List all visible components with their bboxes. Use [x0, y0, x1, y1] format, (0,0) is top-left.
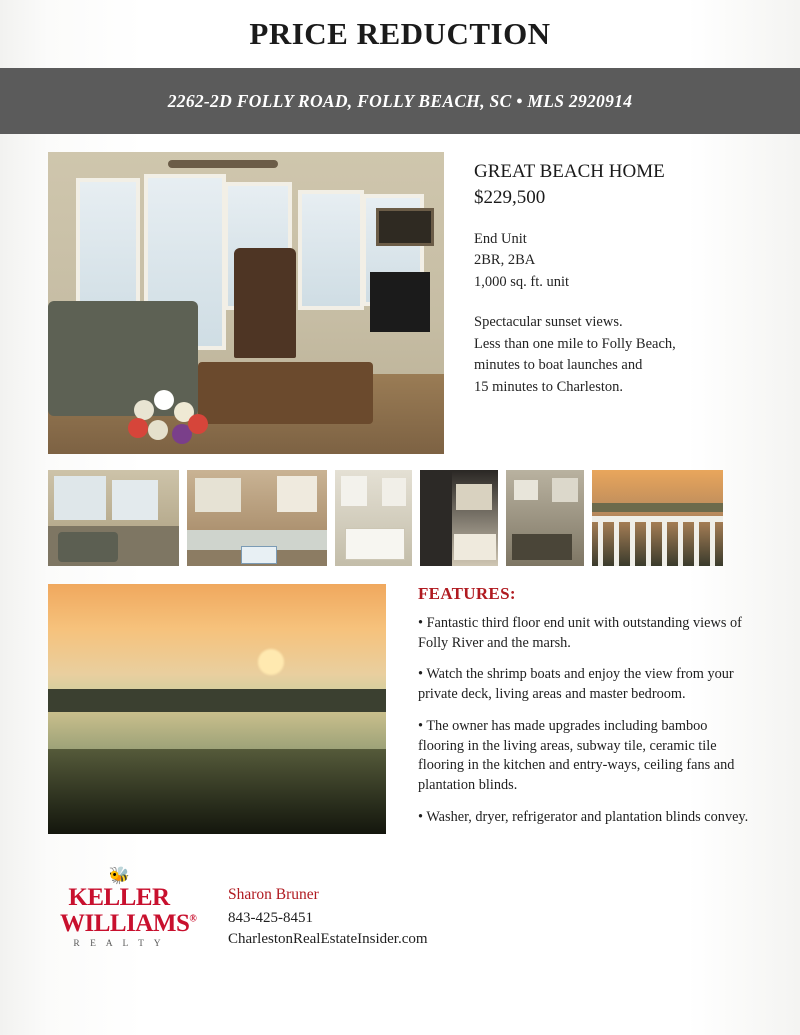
thumbnail-bedroom[interactable] [335, 470, 412, 566]
thumbnail-kitchen[interactable] [187, 470, 327, 566]
flower-bouquet [126, 384, 212, 448]
hero-row [0, 134, 800, 454]
agent-name: Sharon Bruner [228, 886, 319, 904]
address-line: 2262-2D FOLLY ROAD, FOLLY BEACH, SC • MLS 2920914 [167, 90, 633, 111]
listing-price: $229,500 [474, 187, 546, 209]
listing-specs [474, 229, 754, 294]
spec-item: 2BR, 2BA [474, 252, 536, 269]
thumbnail-bathroom[interactable] [420, 470, 498, 566]
brand-tagline: R E A L T Y [73, 939, 165, 950]
brand-line-2 [60, 909, 197, 937]
feature-item: • Watch the shrimp boats and enjoy the view from your private deck, living areas and master bedroom. [418, 666, 734, 703]
feature-item: • Washer, dryer, refrigerator and plantation blinds convey. [418, 808, 749, 825]
bee-icon: 🐝 [108, 866, 130, 886]
thumbnail-office[interactable] [506, 470, 584, 566]
registered-mark: ® [189, 913, 197, 925]
bottom-row [0, 566, 800, 839]
keller-williams-logo [60, 866, 197, 950]
footer [0, 839, 800, 951]
blurb-line: Less than one mile to Folly Beach, [474, 335, 676, 352]
features-heading: FEATURES: [418, 584, 516, 603]
blurb-line: 15 minutes to Charleston. [474, 379, 624, 396]
address-band [0, 68, 800, 134]
agent-block [178, 867, 428, 951]
hero-photo [48, 152, 444, 454]
thumbnail-strip [0, 454, 800, 566]
features-section [386, 584, 754, 839]
agent-phone[interactable]: 843-425-8451 [228, 909, 313, 926]
brand-line-1: KELLER [68, 884, 170, 912]
brand-line-2-text: WILLIAMS [60, 909, 190, 937]
deck-railing [592, 516, 723, 566]
listing-blurb [474, 312, 754, 399]
feature-item: • Fantastic third floor end unit with outstanding views of Folly River and the marsh. [418, 615, 742, 651]
agent-website[interactable]: CharlestonRealEstateInsider.com [228, 931, 428, 948]
blurb-line: Spectacular sunset views. [474, 313, 623, 330]
spec-item: End Unit [474, 230, 527, 247]
page-title: PRICE REDUCTION [249, 16, 551, 51]
listing-headline: GREAT BEACH HOME [474, 161, 665, 182]
title-bar [0, 0, 800, 68]
listing-info [444, 152, 754, 454]
feature-item: • The owner has made upgrades including bamboo flooring in the living areas, subway tile, ceramic tile flooring in the kitchen and entry-ways, ceiling fans and plantation blinds. [418, 717, 735, 794]
sunset-photo [48, 584, 386, 834]
blurb-line: minutes to boat launches and [474, 357, 643, 374]
spec-item: 1,000 sq. ft. unit [474, 274, 570, 291]
thumbnail-living-room[interactable] [48, 470, 179, 566]
ceiling-fan-icon [168, 160, 278, 168]
thumbnail-deck-view[interactable] [592, 470, 723, 566]
